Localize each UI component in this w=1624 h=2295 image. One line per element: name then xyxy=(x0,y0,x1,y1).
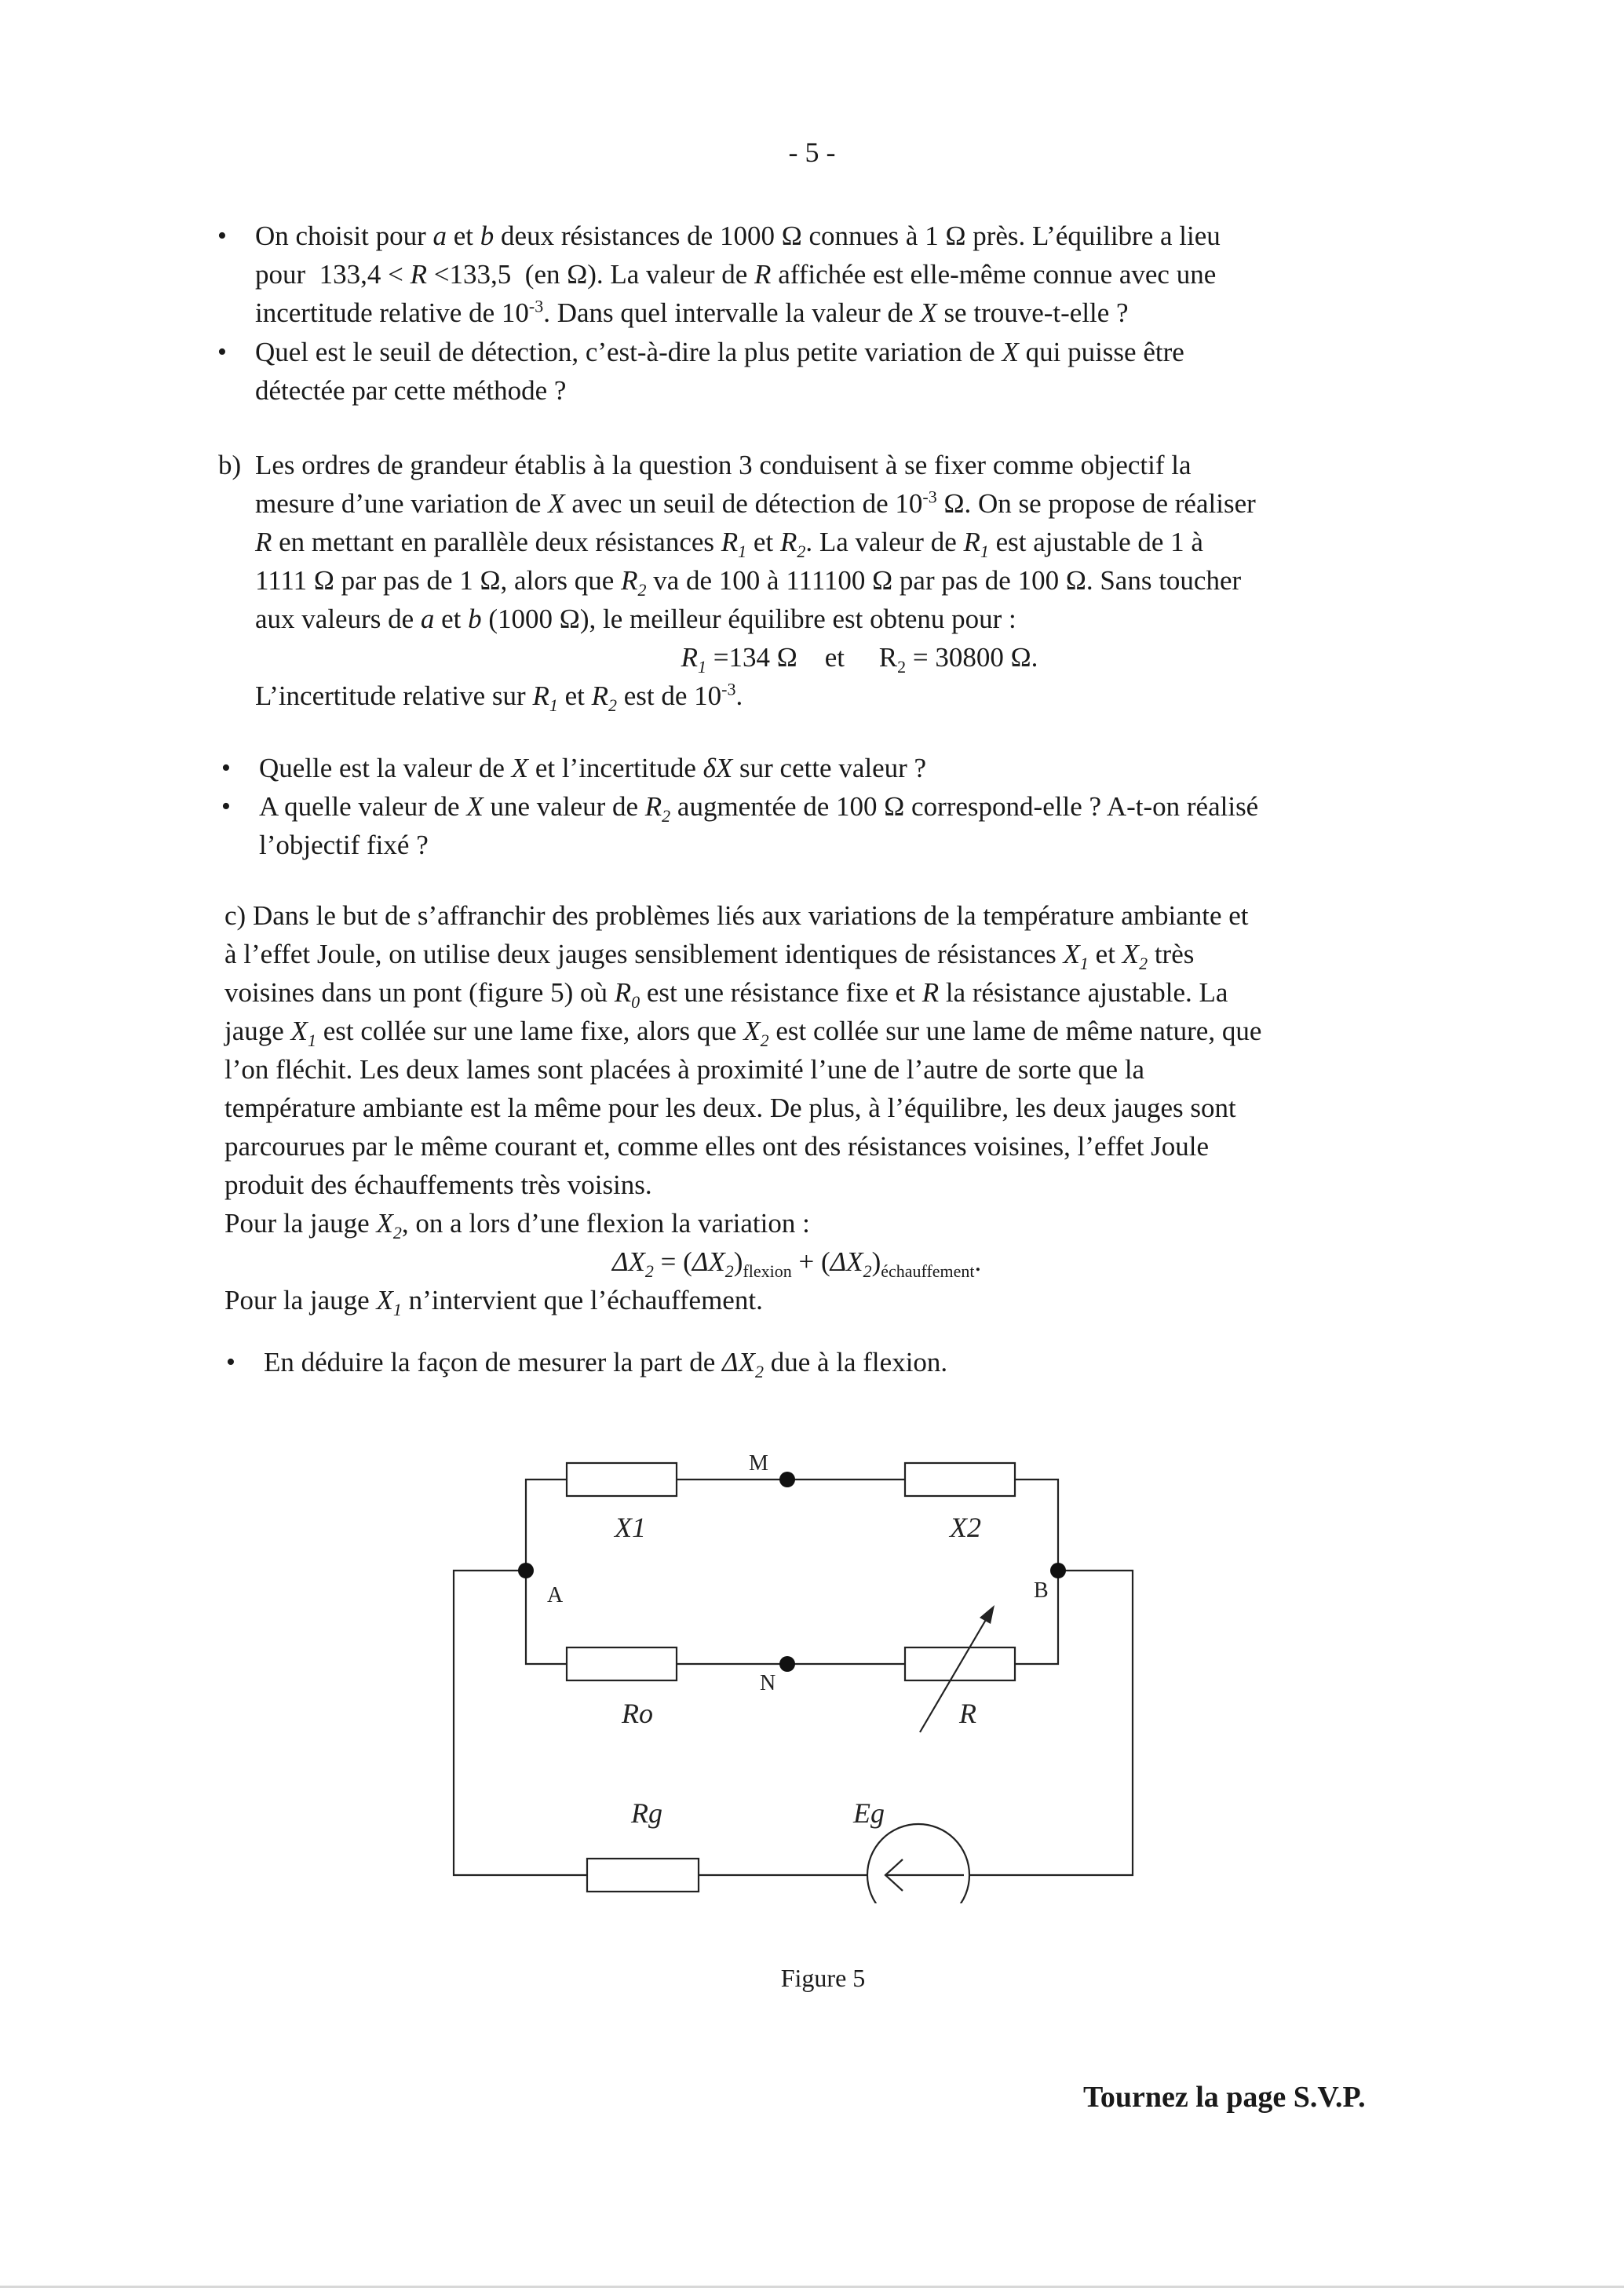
label-x2: X2 xyxy=(950,1512,981,1543)
bullet-icon: • xyxy=(221,753,231,783)
question-bullet-flexion xyxy=(226,1343,1363,1381)
figure-caption: Figure 5 xyxy=(780,1964,866,1992)
label-ro: Ro xyxy=(622,1698,653,1729)
bullet-text: En déduire la façon de mesurer la part de $\Delta X_2$ due à la flexion. xyxy=(264,1347,948,1381)
part-c-equation: $\Delta X_2 = (\Delta X_2)_{flexion} + (\Delta X_2)_{échauffement}$. xyxy=(612,1246,982,1281)
label-a: A xyxy=(547,1583,564,1607)
node-b xyxy=(1050,1563,1066,1578)
page-number: - 5 - xyxy=(788,137,836,168)
bullet-icon: • xyxy=(217,221,227,250)
label-b: B xyxy=(1034,1578,1049,1603)
footer-turn-page: Tournez la page S.V.P. xyxy=(1083,2081,1366,2114)
part-b xyxy=(218,446,1432,715)
node-m xyxy=(779,1472,795,1487)
variable-arrow-icon xyxy=(980,1605,994,1624)
bullet-text: Quel est le seuil de détection, c’est-à-dire la plus petite variation de X qui puisse être détectée par cette méthode ? xyxy=(255,337,1184,406)
scan-edge-divider xyxy=(0,2286,1624,2288)
bullet-text: A quelle valeur de X une valeur de $R_2$ augmentée de 100 Ω correspond-elle ? A-t-on réalisé l’objectif fixé ? xyxy=(259,791,1259,860)
resistor-x1 xyxy=(567,1463,677,1496)
variable-arrow-line xyxy=(920,1618,987,1732)
question-bullet-threshold xyxy=(217,333,1432,410)
wire-outer-left xyxy=(454,1571,587,1875)
bullet-icon: • xyxy=(221,792,231,821)
generator-eg xyxy=(867,1824,969,1903)
part-b-text: Les ordres de grandeur établis à la question 3 conduisent à se fixer comme objectif la mesure d’une variation de X avec un seuil de détection de $10^{-3}$ Ω. On se propose de réaliser R en mettant en parallèle deux résistances $R_1$ et $R_2$. La valeur de $R_1$ est ajustable de 1 à 1111 Ω par pas de 1 Ω, alors que $R_2$ va de 100 à 111100 Ω par pas de 100 Ω. Sans toucher aux valeurs de a et b (1000 Ω), le meilleur équilibre est obtenu pour : $R_1 =134$ Ω et $R_2 = 30800$ Ω. L’incertitude relative sur $R_1$ et $R_2$ est de $10^{-3}$. xyxy=(255,446,1432,715)
node-a xyxy=(518,1563,534,1578)
resistor-x2 xyxy=(905,1463,1015,1496)
question-bullet-x-value xyxy=(221,749,1432,787)
part-c: c) Dans le but de s’affranchir des problèmes liés aux variations de la température ambiante et à l’effet Joule, on utilise deux jauges sensiblement identiques de résistances $X_1$ et $X_2$ très voisines dans un pont (figure 5) où $R_0$ est une résistance fixe et R la résistance ajustable. La jauge $X_1$ est collée sur une lame fixe, alors que $X_2$ est collée sur une lame de même nature, que l’on fléchit. Les deux lames sont placées à proximité l’une de l’autre de sorte que la température ambiante est la même pour les deux. De plus, à l’équilibre, les deux jauges sont parcourues par le même courant et, comme elles ont des résistances voisines, l’effet Joule produit des échauffements très voisins. Pour la jauge $X_2$, on a lors d’une flexion la variation : $\Delta X_2 = (\Delta X_2)_{flexion} + (\Delta X_2)_{échauffement}$. Pour la jauge $X_1$ n’intervient que l’échauffement. xyxy=(224,896,1436,1319)
bullet-icon: • xyxy=(226,1348,235,1377)
question-bullet-interval xyxy=(217,217,1432,332)
part-c-tail: Pour la jauge $X_2$, on a lors d’une flexion la variation : $\Delta X_2 = (\Delta X_2)_{flexion} + (\Delta X_2)_{échauffement}$. Pour la jauge $X_1$ n’intervient que l’échauffement. xyxy=(224,1204,1436,1319)
part-b-equation: $R_1 =134$ Ω et $R_2 = 30800$ Ω. xyxy=(681,642,1038,677)
label-eg: Eg xyxy=(853,1797,885,1829)
wire-top-right xyxy=(1015,1480,1058,1571)
resistor-ro xyxy=(567,1647,677,1680)
wire-top-left xyxy=(526,1480,567,1571)
bullet-text: Quelle est la valeur de X et l’incertitude δX sur cette valeur ? xyxy=(259,753,927,783)
part-b-label: b) xyxy=(218,450,242,480)
label-rg: Rg xyxy=(631,1797,662,1829)
label-r: R xyxy=(959,1698,976,1729)
bullet-icon: • xyxy=(217,338,227,367)
label-x1: X1 xyxy=(615,1512,646,1543)
question-bullet-r2 xyxy=(221,787,1432,864)
node-n xyxy=(779,1656,795,1672)
label-n: N xyxy=(760,1671,776,1695)
wire-outer-right xyxy=(969,1571,1133,1875)
label-m: M xyxy=(749,1451,768,1476)
bridge-circuit-diagram xyxy=(440,1432,1146,1903)
bullet-text: On choisit pour a et b deux résistances de 1000 Ω connues à 1 Ω près. L’équilibre a lieu pour 133,4 < R <133,5 (en Ω). La valeur de R affichée est elle-même connue avec une incertitude relative de $10^{-3}$. Dans quel intervalle la valeur de X se trouve-t-elle ? xyxy=(255,221,1221,328)
resistor-rg xyxy=(587,1859,699,1892)
